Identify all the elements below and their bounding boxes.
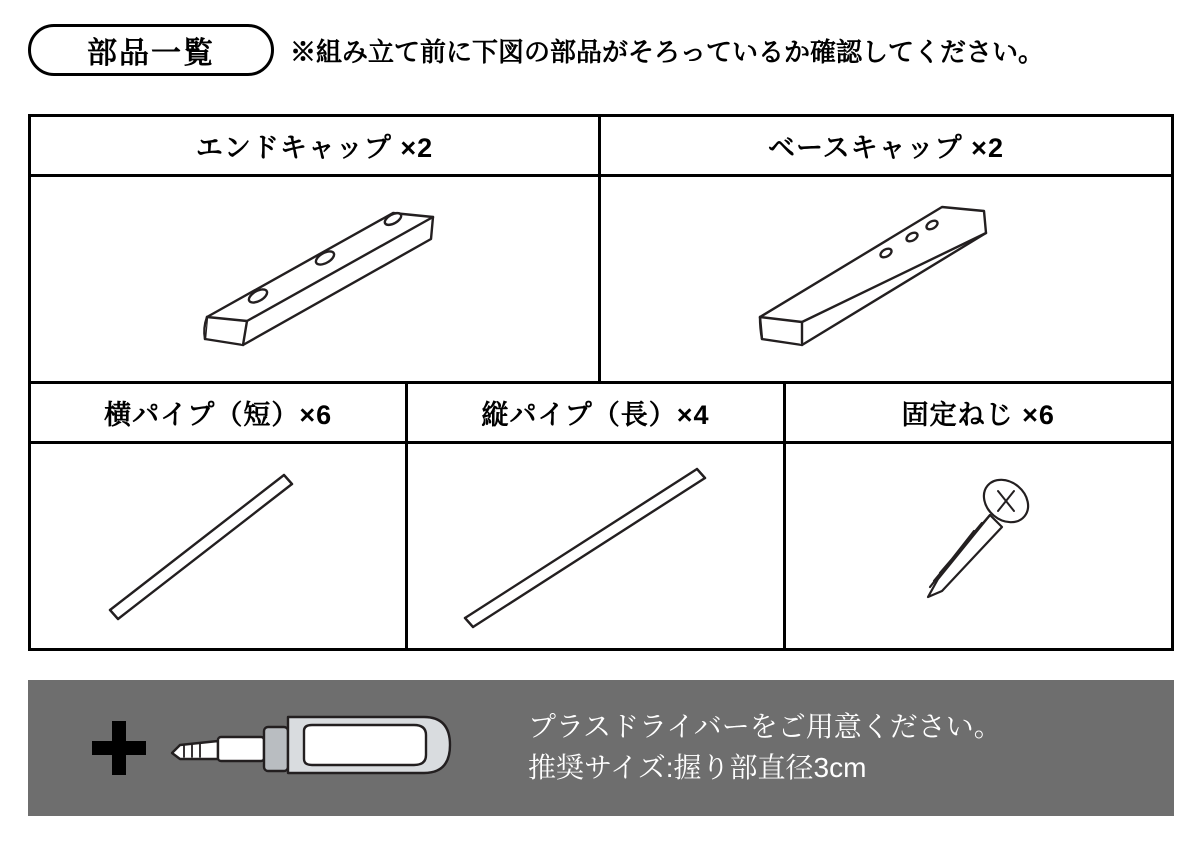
long-pipe-illustration: [408, 444, 785, 648]
parts-table: [28, 114, 1174, 651]
part-label-end-cap: エンドキャップ ×2: [31, 117, 601, 177]
part-label-short-pipe: 横パイプ（短）×6: [31, 384, 408, 444]
tool-instruction-line-1: プラスドライバーをご用意ください。: [528, 711, 1002, 743]
page-title: 部品一覧: [87, 37, 215, 70]
table-row: [31, 444, 1171, 648]
screw-illustration: [786, 444, 1171, 648]
header-note: ※組み立て前に下図の部品がそろっているか確認してください。: [290, 36, 1045, 67]
table-row: [31, 384, 1171, 444]
part-label-screw: 固定ねじ ×6: [786, 384, 1171, 444]
table-row: [31, 117, 1171, 177]
tool-instruction-line-2: 推奨サイズ:握り部直径3cm: [528, 752, 867, 783]
section-title-pill: [28, 24, 274, 76]
short-pipe-illustration: [31, 444, 408, 648]
screwdriver-illustration: [164, 693, 464, 803]
tool-instruction-text: [528, 707, 1002, 788]
tool-requirement-banner: [28, 680, 1174, 816]
tool-icons: [28, 693, 528, 803]
table-row: [31, 177, 1171, 384]
end-cap-illustration: [31, 177, 601, 381]
part-label-base-cap: ベースキャップ ×2: [601, 117, 1171, 177]
plus-driver-icon: [92, 721, 146, 775]
base-cap-illustration: [601, 177, 1171, 381]
header: [28, 22, 1178, 78]
part-label-long-pipe: 縦パイプ（長）×4: [408, 384, 785, 444]
